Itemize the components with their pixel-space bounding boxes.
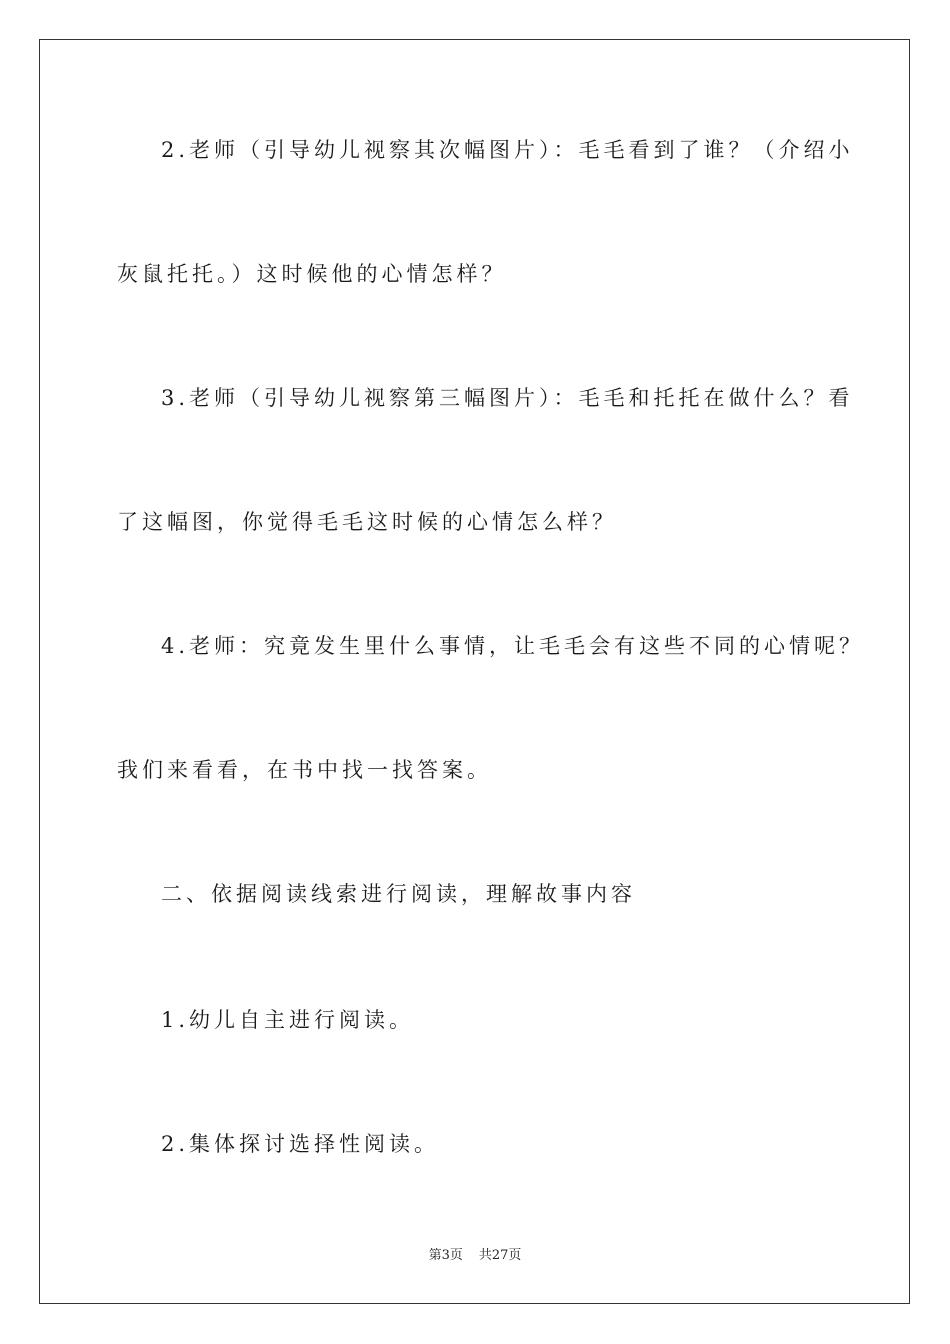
section-heading: 二、依据阅读线索进行阅读，理解故事内容 — [161, 882, 636, 906]
paragraph-line: 了这幅图，你觉得毛毛这时候的心情怎么样？ — [117, 510, 617, 534]
paragraph-line: 3.老师（引导幼儿视察第三幅图片）：毛毛和托托在做什么？看 — [161, 386, 854, 410]
page-border — [39, 39, 910, 1304]
page-number: 第3页 — [428, 1248, 463, 1263]
total-pages: 共27页 — [478, 1248, 522, 1263]
paragraph-line: 2.集体探讨选择性阅读。 — [161, 1132, 440, 1156]
paragraph-line: 1.幼儿自主进行阅读。 — [161, 1008, 415, 1032]
paragraph-line: 灰鼠托托。）这时候他的心情怎样？ — [117, 262, 507, 286]
paragraph-line: 2.老师（引导幼儿视察其次幅图片）：毛毛看到了谁？（介绍小 — [161, 138, 854, 162]
paragraph-line: 4.老师：究竟发生里什么事情，让毛毛会有这些不同的心情呢？ — [161, 634, 865, 658]
page-footer — [0, 1247, 950, 1265]
paragraph-line: 我们来看看，在书中找一找答案。 — [117, 758, 492, 782]
